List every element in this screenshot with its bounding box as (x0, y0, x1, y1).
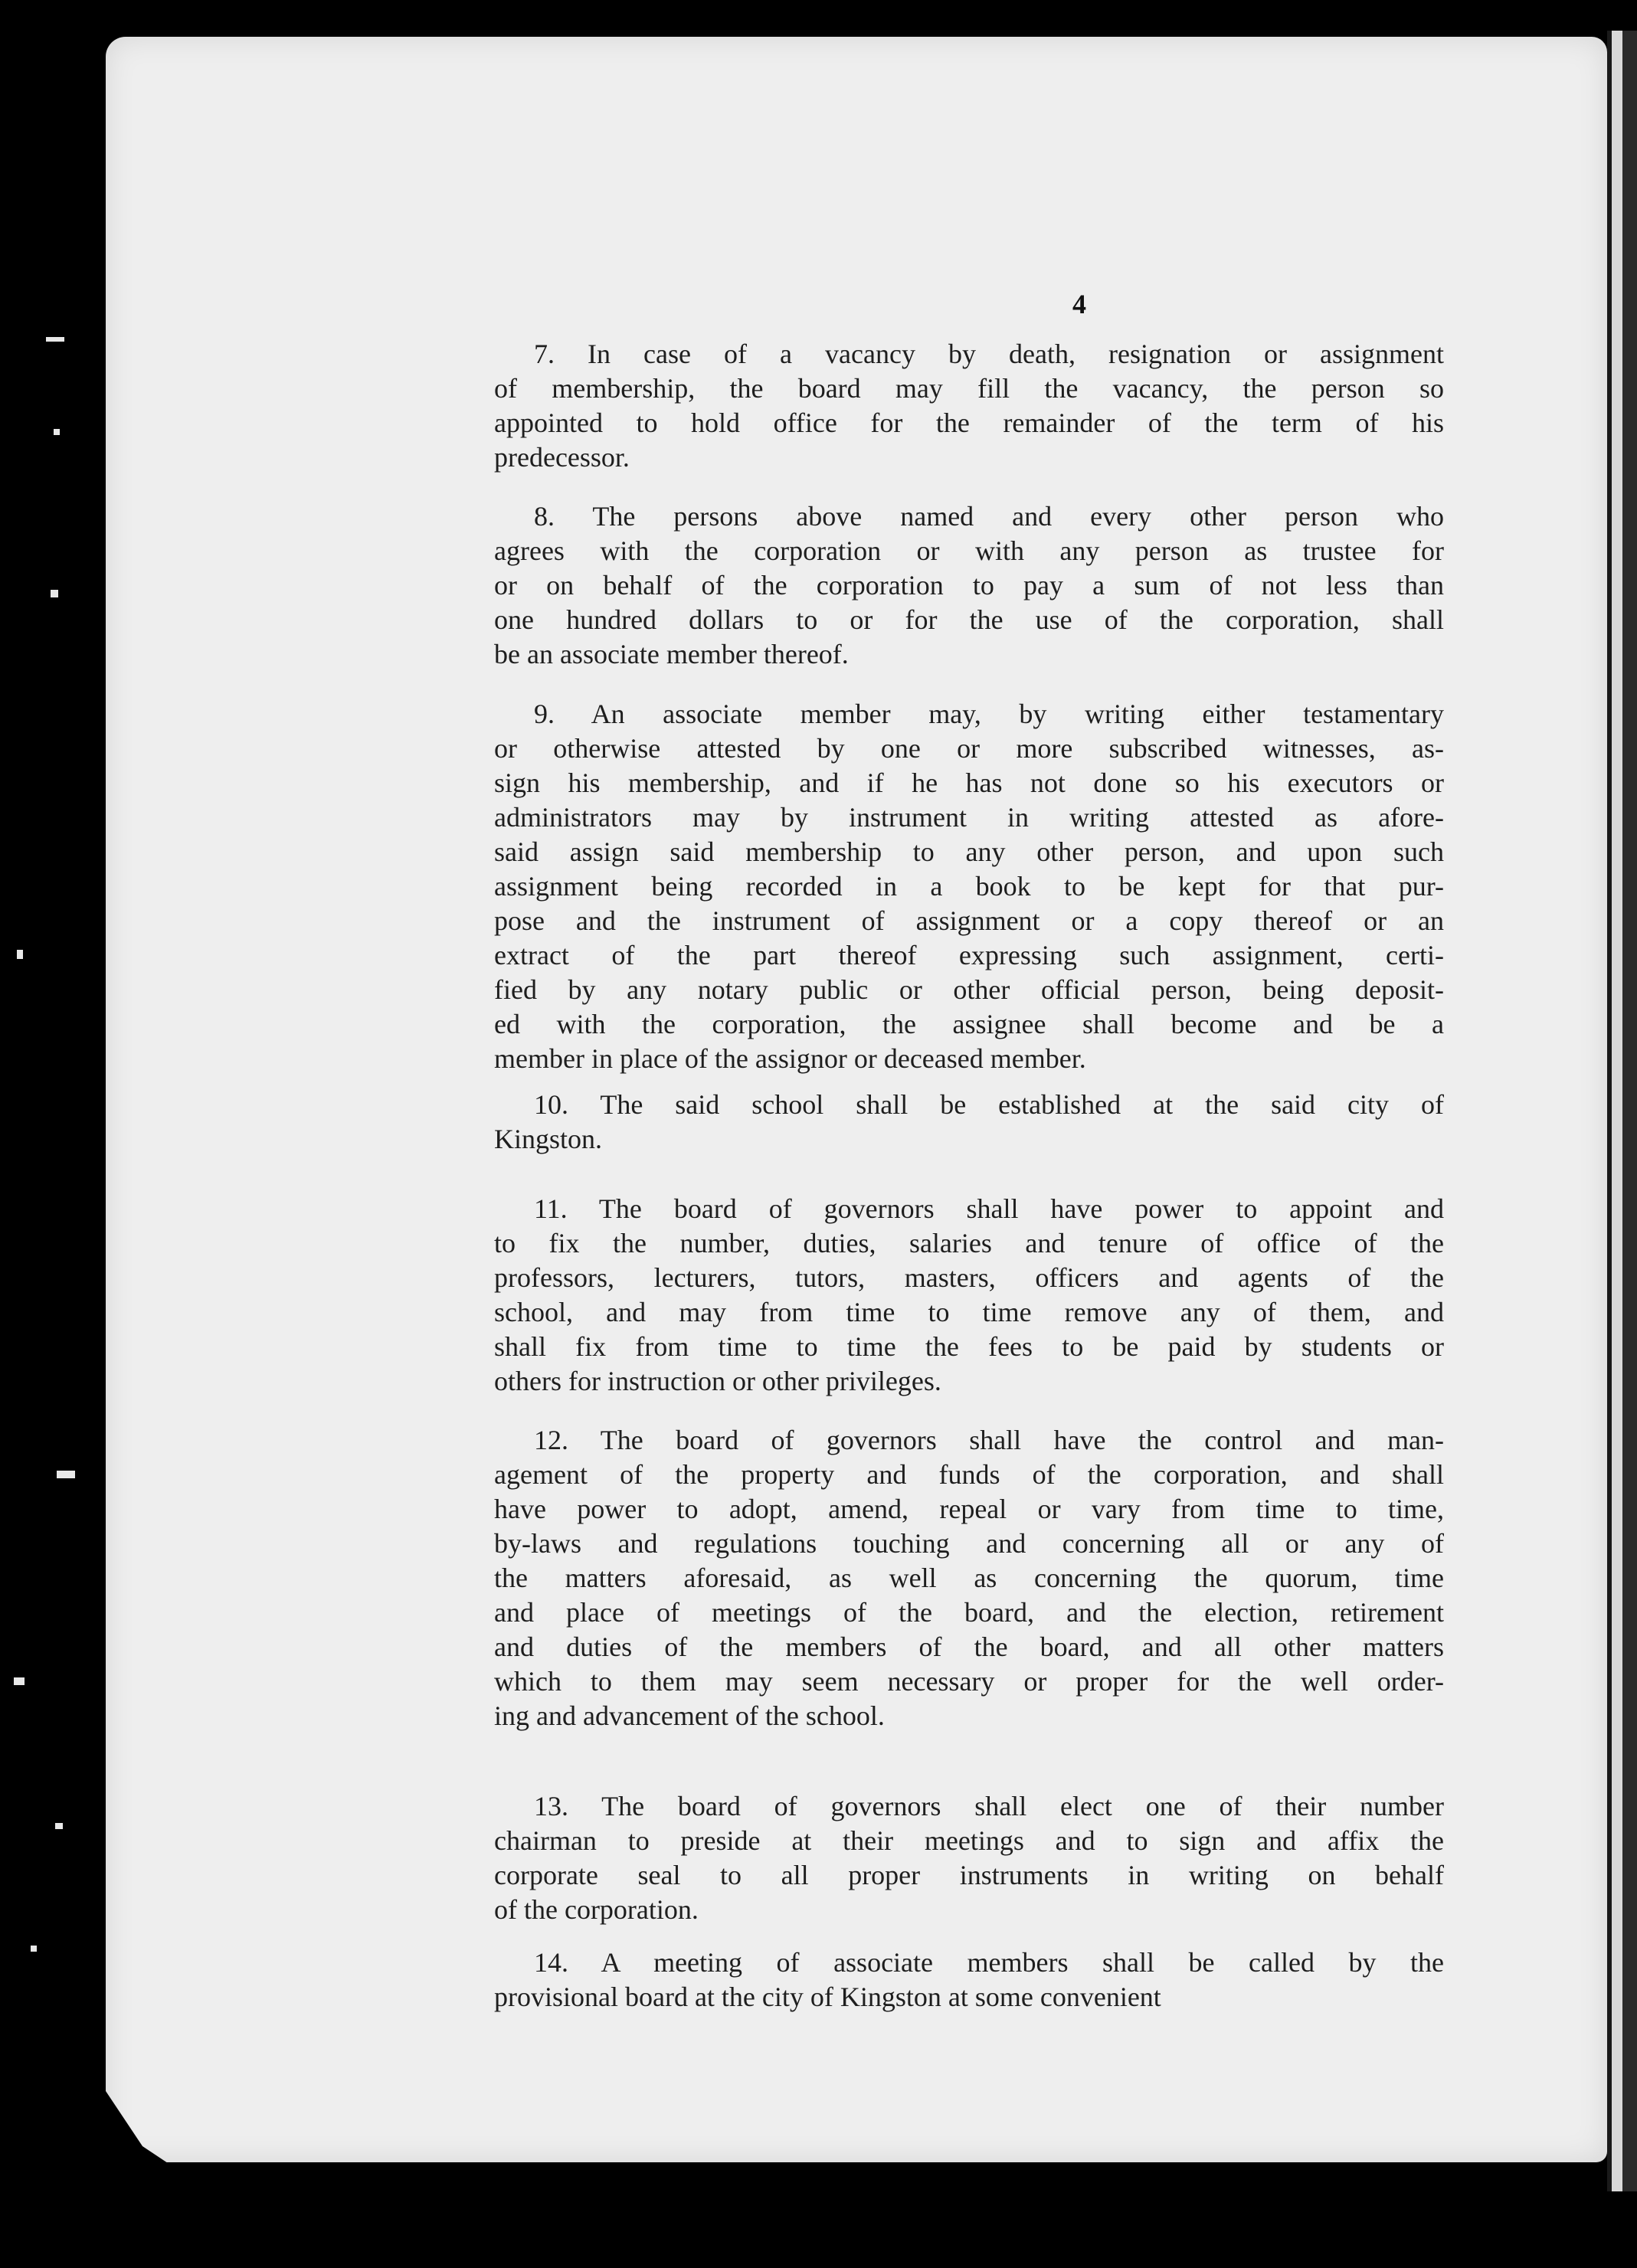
text-line: agement of the property and funds of the corporation, and shall (494, 1459, 1444, 1490)
paragraph-6 (494, 1423, 1444, 1733)
text-line: or otherwise attested by one or more subscribed witnesses, as- (494, 733, 1444, 764)
text-line: which to them may seem necessary or proper for the well order- (494, 1666, 1444, 1697)
paragraph-8 (494, 1946, 1444, 2014)
text-line: one hundred dollars to or for the use of the corporation, shall (494, 604, 1444, 635)
text-line: ed with the corporation, the assignee shall become and be a (494, 1009, 1444, 1039)
scan-speck (31, 1946, 37, 1952)
scan-speck (55, 1823, 63, 1829)
text-line: 8. The persons above named and every other person who (534, 501, 1444, 532)
text-line: chairman to preside at their meetings and to sign and affix the (494, 1825, 1444, 1856)
scan-speck (46, 337, 64, 342)
text-line: sign his membership, and if he has not done so his executors or (494, 767, 1444, 798)
text-line: 9. An associate member may, by writing either testamentary (534, 699, 1444, 729)
text-line: 14. A meeting of associate members shall be called by the (534, 1947, 1444, 1978)
text-line: extract of the part thereof expressing such assignment, certi- (494, 940, 1444, 970)
scan-speck (17, 950, 23, 959)
text-line: 12. The board of governors shall have the control and man- (534, 1425, 1444, 1455)
text-line: appointed to hold office for the remainder of the term of his (494, 407, 1444, 438)
text-line: 11. The board of governors shall have power to appoint and (534, 1193, 1444, 1224)
text-line: shall fix from time to time the fees to be paid by students or (494, 1331, 1444, 1362)
text-line: be an associate member thereof. (494, 639, 849, 669)
text-line: predecessor. (494, 442, 630, 473)
text-line: Kingston. (494, 1124, 603, 1154)
text-line: 7. In case of a vacancy by death, resignation or assignment (534, 339, 1444, 369)
next-page-shadow (1622, 31, 1637, 2191)
text-line: professors, lecturers, tutors, masters, officers and agents of the (494, 1262, 1444, 1293)
text-line: ing and advancement of the school. (494, 1700, 885, 1731)
text-line: to fix the number, duties, salaries and tenure of office of the (494, 1228, 1444, 1258)
paragraph-4 (494, 1088, 1444, 1157)
scan-speck (14, 1677, 25, 1685)
text-line: or on behalf of the corporation to pay a sum of not less than (494, 570, 1444, 601)
text-line: said assign said membership to any other person, and upon such (494, 836, 1444, 867)
paragraph-5 (494, 1192, 1444, 1399)
scan-speck (57, 1471, 75, 1478)
text-line: provisional board at the city of Kingston at some convenient (494, 1982, 1161, 2012)
text-line: and place of meetings of the board, and the election, retirement (494, 1597, 1444, 1628)
text-line: member in place of the assignor or deceased member. (494, 1043, 1086, 1074)
text-line: of the corporation. (494, 1894, 699, 1925)
text-line: agrees with the corporation or with any person as trustee for (494, 535, 1444, 566)
scan-speck (54, 429, 60, 435)
text-line: school, and may from time to time remove any of them, and (494, 1297, 1444, 1327)
text-line: pose and the instrument of assignment or a copy thereof or an (494, 905, 1444, 936)
page-number: 4 (1072, 289, 1086, 319)
text-line: corporate seal to all proper instruments in writing on behalf (494, 1860, 1444, 1890)
text-line: and duties of the members of the board, and all other matters (494, 1631, 1444, 1662)
text-line: have power to adopt, amend, repeal or vary from time to time, (494, 1494, 1444, 1524)
text-line: of membership, the board may fill the vacancy, the person so (494, 373, 1444, 404)
paragraph-1 (494, 337, 1444, 475)
paragraph-2 (494, 499, 1444, 672)
text-line: assignment being recorded in a book to be kept for that pur- (494, 871, 1444, 902)
text-line: by-laws and regulations touching and concerning all or any of (494, 1528, 1444, 1559)
text-line: administrators may by instrument in writing attested as afore- (494, 802, 1444, 833)
text-line: others for instruction or other privileges. (494, 1366, 941, 1396)
paragraph-7 (494, 1789, 1444, 1927)
text-line: the matters aforesaid, as well as concerning the quorum, time (494, 1563, 1444, 1593)
text-line: fied by any notary public or other official person, being deposit- (494, 974, 1444, 1005)
scan-speck (51, 590, 58, 597)
paragraph-3 (494, 697, 1444, 1076)
text-line: 10. The said school shall be established at the said city of (534, 1089, 1444, 1120)
text-line: 13. The board of governors shall elect one of their number (534, 1791, 1444, 1821)
